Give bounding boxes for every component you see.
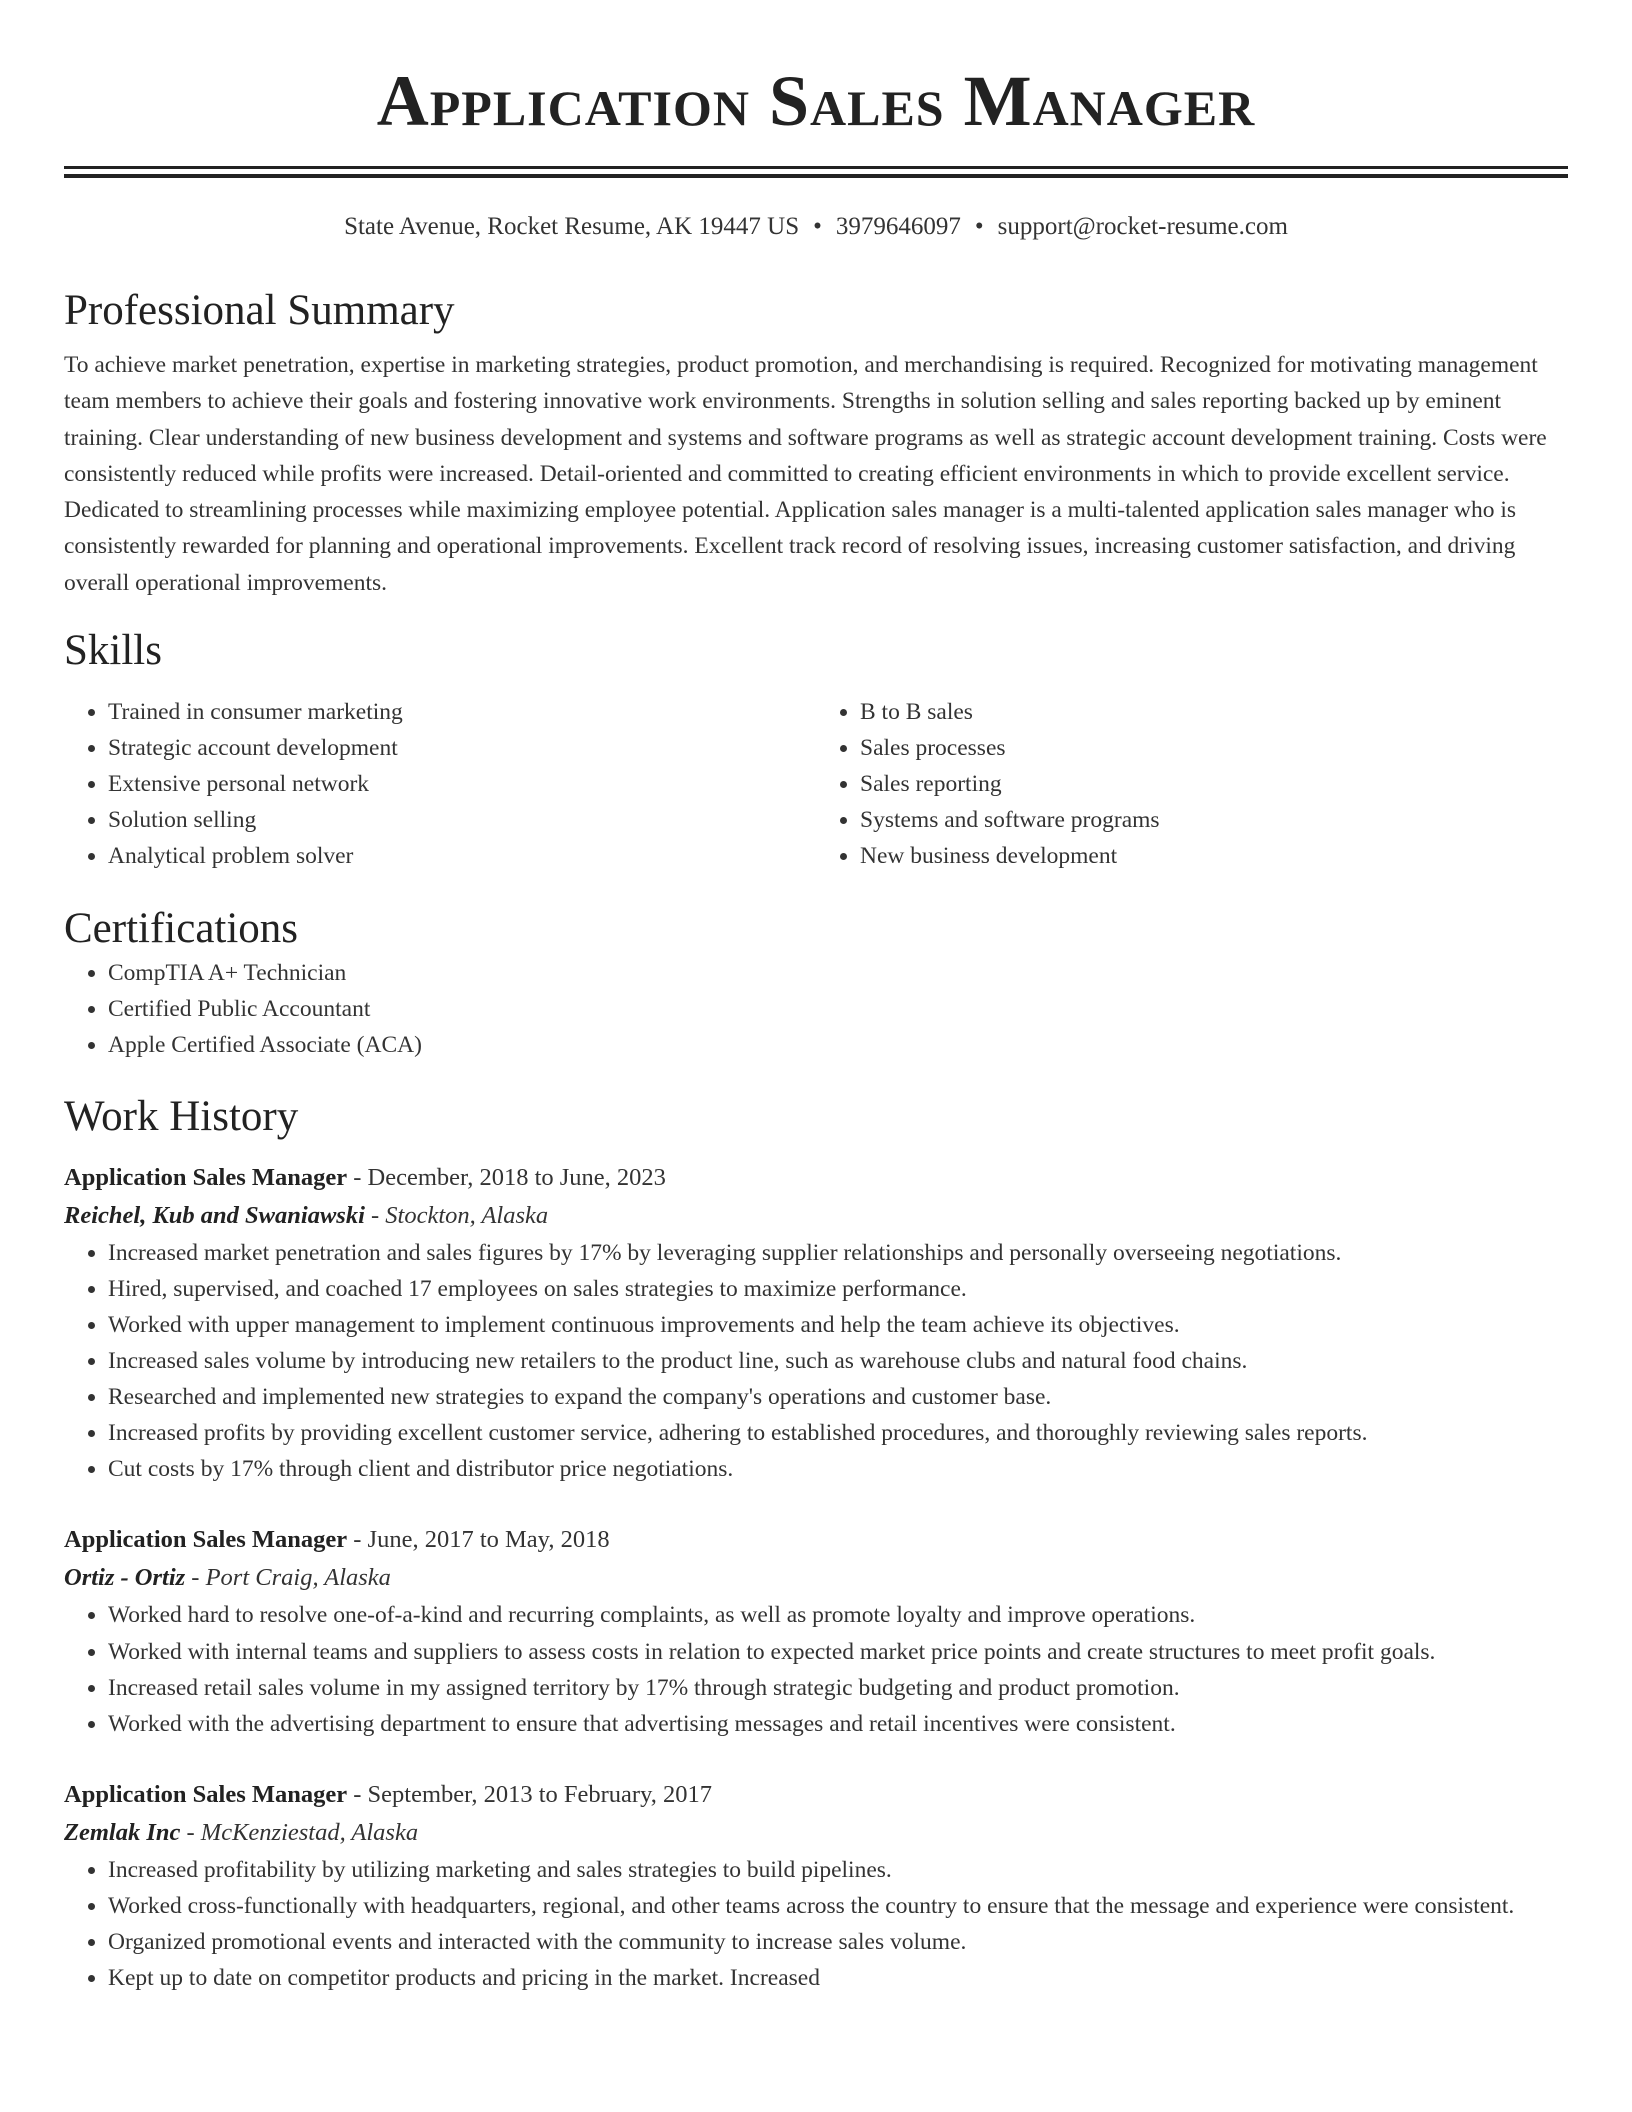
job-dates: - September, 2013 to February, 2017 — [347, 1780, 712, 1808]
contact-address: State Avenue, Rocket Resume, AK 19447 US — [344, 213, 800, 240]
skills-list-right — [816, 694, 1568, 874]
job-company: Reichel, Kub and Swaniawski — [64, 1201, 365, 1229]
work-history-heading: Work History — [64, 1092, 299, 1140]
skills-heading: Skills — [64, 627, 162, 675]
skill-item: • Systems and software programs — [860, 802, 1568, 838]
skill-item: • B to B sales — [860, 694, 1568, 730]
job-duty-item: • Increased sales volume by introducing new retailers to the product line, such as warehouse clubs and natural food chains. — [108, 1343, 1568, 1379]
skill-item: • Strategic account development — [108, 730, 816, 766]
job-employer — [64, 1197, 1568, 1235]
job-duty-item: • Kept up to date on competitor products and pricing in the market. Increased — [108, 1960, 1568, 1996]
job-title: Application Sales Manager — [64, 1163, 348, 1191]
job-employer — [64, 1559, 1568, 1597]
contact-separator: • — [974, 213, 984, 240]
job-duty-item: • Increased profits by providing excellent customer service, adhering to established procedures, and thoroughly reviewing sales reports. — [108, 1415, 1568, 1451]
skill-item: • Extensive personal network — [108, 766, 816, 802]
job-duty-item: • Hired, supervised, and coached 17 employees on sales strategies to maximize performance. — [108, 1271, 1568, 1307]
job-dates: - December, 2018 to June, 2023 — [347, 1163, 666, 1191]
job-company: Ortiz - Ortiz — [64, 1564, 186, 1592]
skill-item: • Sales reporting — [860, 766, 1568, 802]
job-employer — [64, 1814, 1568, 1852]
skills-list-left — [64, 694, 816, 874]
job-location: - Port Craig, Alaska — [185, 1564, 391, 1592]
skills-columns — [64, 694, 1568, 874]
job-company: Zemlak Inc — [64, 1818, 181, 1846]
certifications-heading: Certifications — [64, 904, 299, 952]
job-duty-item: • Increased retail sales volume in my assigned territory by 17% through strategic budgeting and product promotion. — [108, 1670, 1568, 1706]
job-header — [64, 1776, 1568, 1814]
certifications-list — [64, 955, 1568, 1063]
job-dates: - June, 2017 to May, 2018 — [347, 1526, 610, 1554]
job-header — [64, 1159, 1568, 1197]
header-divider — [64, 166, 1568, 178]
job-duty-item: • Worked hard to resolve one-of-a-kind and recurring complaints, as well as promote loyalty and improve operations. — [108, 1597, 1568, 1633]
job-duty-item: • Increased profitability by utilizing marketing and sales strategies to build pipelines. — [108, 1852, 1568, 1888]
certification-item: • Certified Public Accountant — [108, 991, 1568, 1027]
job-duty-item: • Cut costs by 17% through client and distributor price negotiations. — [108, 1451, 1568, 1487]
skill-item: • Sales processes — [860, 730, 1568, 766]
job-header — [64, 1521, 1568, 1559]
certification-item: • Apple Certified Associate (ACA) — [108, 1027, 1568, 1063]
summary-text: To achieve market penetration, expertise in marketing strategies, product promotion, and merchandising is required. Recognized for motivating management team members to achieve their goals and fostering innovative work environments. Strengths in solution selling and sales reporting backed up by eminent training. Clear understanding of new business development and systems and software programs as well as strategic account development training. Costs were consistently reduced while profits were increased. Detail-oriented and committed to creating efficient environments in which to provide excellent service. Dedicated to streamlining processes while maximizing employee potential. Application sales manager is a multi-talented application sales manager who is consistently rewarded for planning and operational improvements. Excellent track record of resolving issues, increasing customer satisfaction, and driving overall operational improvements. — [64, 352, 1547, 596]
skill-item: • Analytical problem solver — [108, 838, 816, 874]
contact-phone: 3979646097 — [835, 213, 961, 240]
job-duty-item: • Organized promotional events and interacted with the community to increase sales volume. — [108, 1924, 1568, 1960]
resume-name: Application Sales Manager — [376, 61, 1256, 141]
contact-separator: • — [813, 213, 822, 240]
summary-heading: Professional Summary — [64, 287, 455, 334]
job-duty-item: • Researched and implemented new strategies to expand the company's operations and customer base. — [108, 1379, 1568, 1415]
skill-item: • New business development — [860, 838, 1568, 874]
job-duty-item: • Worked with upper management to implement continuous improvements and help the team achieve its objectives. — [108, 1307, 1568, 1343]
job-title: Application Sales Manager — [64, 1780, 348, 1808]
skill-item: • Solution selling — [108, 802, 816, 838]
contact-line — [64, 211, 1568, 243]
job-duties-list — [64, 1852, 1568, 1996]
job-duty-item: • Increased market penetration and sales figures by 17% by leveraging supplier relationships and personally overseeing negotiations. — [108, 1235, 1568, 1271]
job-location: - McKenziestad, Alaska — [180, 1818, 419, 1846]
contact-email: support@rocket-resume.com — [997, 213, 1288, 240]
job-location: - Stockton, Alaska — [364, 1201, 549, 1229]
skill-item: • Trained in consumer marketing — [108, 694, 816, 730]
job-duties-list — [64, 1597, 1568, 1741]
job-duty-item: • Worked cross-functionally with headquarters, regional, and other teams across the country to ensure that the message and experience were consistent. — [108, 1888, 1568, 1924]
job-title: Application Sales Manager — [64, 1526, 348, 1554]
certification-item: • CompTIA A+ Technician — [108, 955, 1568, 991]
job-duty-item: • Worked with the advertising department to ensure that advertising messages and retail incentives were consistent. — [108, 1706, 1568, 1742]
job-duty-item: • Worked with internal teams and suppliers to assess costs in relation to expected market price points and create structures to meet profit goals. — [108, 1634, 1568, 1670]
job-duties-list — [64, 1235, 1568, 1488]
